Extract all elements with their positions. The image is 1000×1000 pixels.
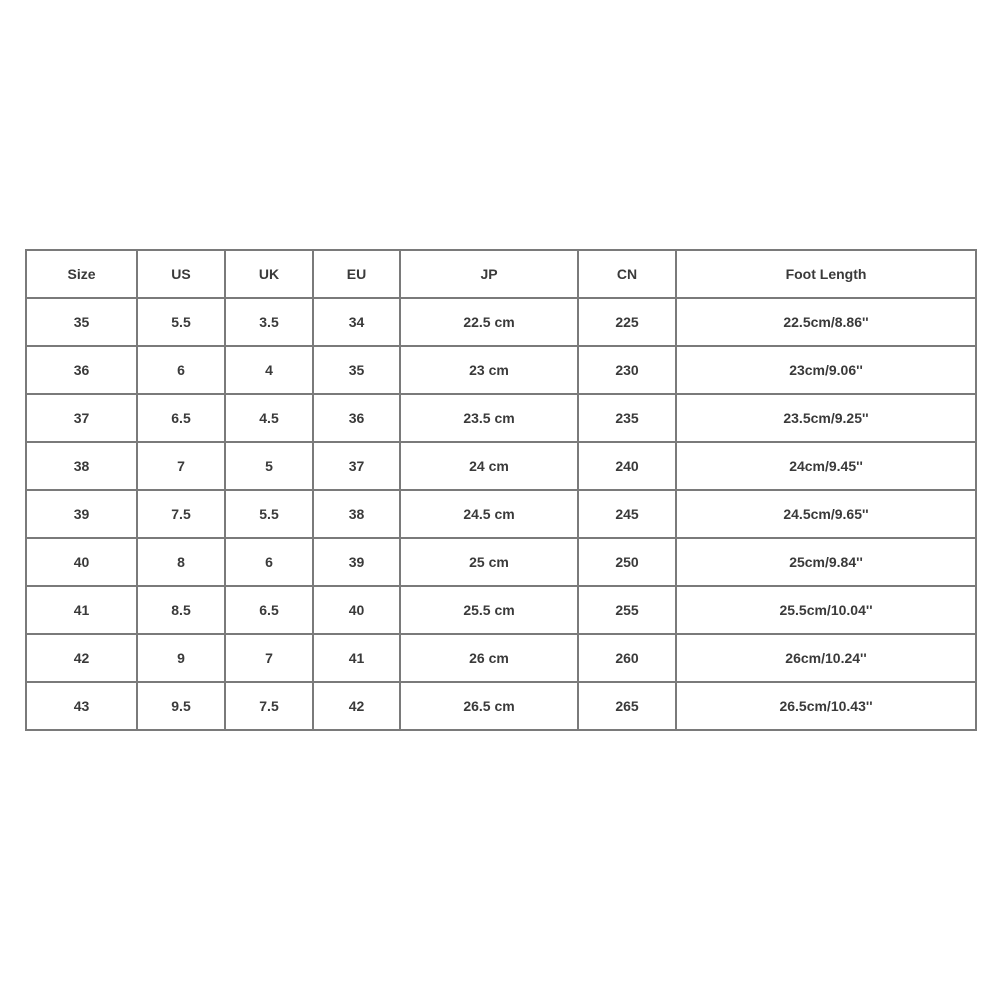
cell-us: 6.5 bbox=[137, 394, 225, 442]
table-row bbox=[26, 586, 976, 634]
cell-jp: 23.5 cm bbox=[400, 394, 578, 442]
cell-size: 39 bbox=[26, 490, 137, 538]
cell-jp: 25.5 cm bbox=[400, 586, 578, 634]
cell-eu: 38 bbox=[313, 490, 400, 538]
cell-uk: 5.5 bbox=[225, 490, 313, 538]
cell-size: 43 bbox=[26, 682, 137, 730]
cell-foot-length: 25cm/9.84'' bbox=[676, 538, 976, 586]
cell-eu: 36 bbox=[313, 394, 400, 442]
cell-jp: 26.5 cm bbox=[400, 682, 578, 730]
cell-jp: 24 cm bbox=[400, 442, 578, 490]
cell-uk: 7 bbox=[225, 634, 313, 682]
cell-us: 7.5 bbox=[137, 490, 225, 538]
cell-jp: 22.5 cm bbox=[400, 298, 578, 346]
header-uk: UK bbox=[225, 250, 313, 298]
cell-cn: 245 bbox=[578, 490, 676, 538]
cell-cn: 225 bbox=[578, 298, 676, 346]
cell-uk: 4 bbox=[225, 346, 313, 394]
cell-jp: 25 cm bbox=[400, 538, 578, 586]
cell-size: 38 bbox=[26, 442, 137, 490]
table-header bbox=[26, 250, 976, 298]
table-body bbox=[26, 298, 976, 730]
cell-foot-length: 23cm/9.06'' bbox=[676, 346, 976, 394]
cell-foot-length: 23.5cm/9.25'' bbox=[676, 394, 976, 442]
cell-us: 8.5 bbox=[137, 586, 225, 634]
cell-eu: 35 bbox=[313, 346, 400, 394]
table-row bbox=[26, 346, 976, 394]
cell-uk: 4.5 bbox=[225, 394, 313, 442]
cell-jp: 26 cm bbox=[400, 634, 578, 682]
cell-cn: 260 bbox=[578, 634, 676, 682]
cell-us: 5.5 bbox=[137, 298, 225, 346]
table-row bbox=[26, 682, 976, 730]
table-row bbox=[26, 394, 976, 442]
header-eu: EU bbox=[313, 250, 400, 298]
header-foot-length: Foot Length bbox=[676, 250, 976, 298]
cell-us: 7 bbox=[137, 442, 225, 490]
cell-size: 36 bbox=[26, 346, 137, 394]
table-row bbox=[26, 442, 976, 490]
cell-eu: 34 bbox=[313, 298, 400, 346]
cell-jp: 23 cm bbox=[400, 346, 578, 394]
cell-foot-length: 25.5cm/10.04'' bbox=[676, 586, 976, 634]
cell-eu: 40 bbox=[313, 586, 400, 634]
cell-eu: 42 bbox=[313, 682, 400, 730]
header-size: Size bbox=[26, 250, 137, 298]
header-us: US bbox=[137, 250, 225, 298]
table-row bbox=[26, 298, 976, 346]
cell-uk: 6 bbox=[225, 538, 313, 586]
header-row bbox=[26, 250, 976, 298]
cell-uk: 5 bbox=[225, 442, 313, 490]
cell-jp: 24.5 cm bbox=[400, 490, 578, 538]
cell-eu: 37 bbox=[313, 442, 400, 490]
cell-cn: 230 bbox=[578, 346, 676, 394]
cell-eu: 41 bbox=[313, 634, 400, 682]
cell-foot-length: 26cm/10.24'' bbox=[676, 634, 976, 682]
table-row bbox=[26, 490, 976, 538]
cell-cn: 235 bbox=[578, 394, 676, 442]
cell-size: 41 bbox=[26, 586, 137, 634]
table-row bbox=[26, 538, 976, 586]
cell-cn: 255 bbox=[578, 586, 676, 634]
cell-us: 9 bbox=[137, 634, 225, 682]
cell-uk: 6.5 bbox=[225, 586, 313, 634]
cell-us: 8 bbox=[137, 538, 225, 586]
cell-size: 42 bbox=[26, 634, 137, 682]
table-row bbox=[26, 634, 976, 682]
cell-cn: 265 bbox=[578, 682, 676, 730]
cell-size: 40 bbox=[26, 538, 137, 586]
cell-uk: 7.5 bbox=[225, 682, 313, 730]
header-jp: JP bbox=[400, 250, 578, 298]
cell-cn: 240 bbox=[578, 442, 676, 490]
cell-foot-length: 24.5cm/9.65'' bbox=[676, 490, 976, 538]
cell-cn: 250 bbox=[578, 538, 676, 586]
cell-us: 9.5 bbox=[137, 682, 225, 730]
cell-foot-length: 26.5cm/10.43'' bbox=[676, 682, 976, 730]
cell-eu: 39 bbox=[313, 538, 400, 586]
header-cn: CN bbox=[578, 250, 676, 298]
size-chart-table bbox=[25, 249, 977, 731]
cell-foot-length: 24cm/9.45'' bbox=[676, 442, 976, 490]
cell-foot-length: 22.5cm/8.86'' bbox=[676, 298, 976, 346]
cell-uk: 3.5 bbox=[225, 298, 313, 346]
cell-size: 37 bbox=[26, 394, 137, 442]
cell-size: 35 bbox=[26, 298, 137, 346]
cell-us: 6 bbox=[137, 346, 225, 394]
